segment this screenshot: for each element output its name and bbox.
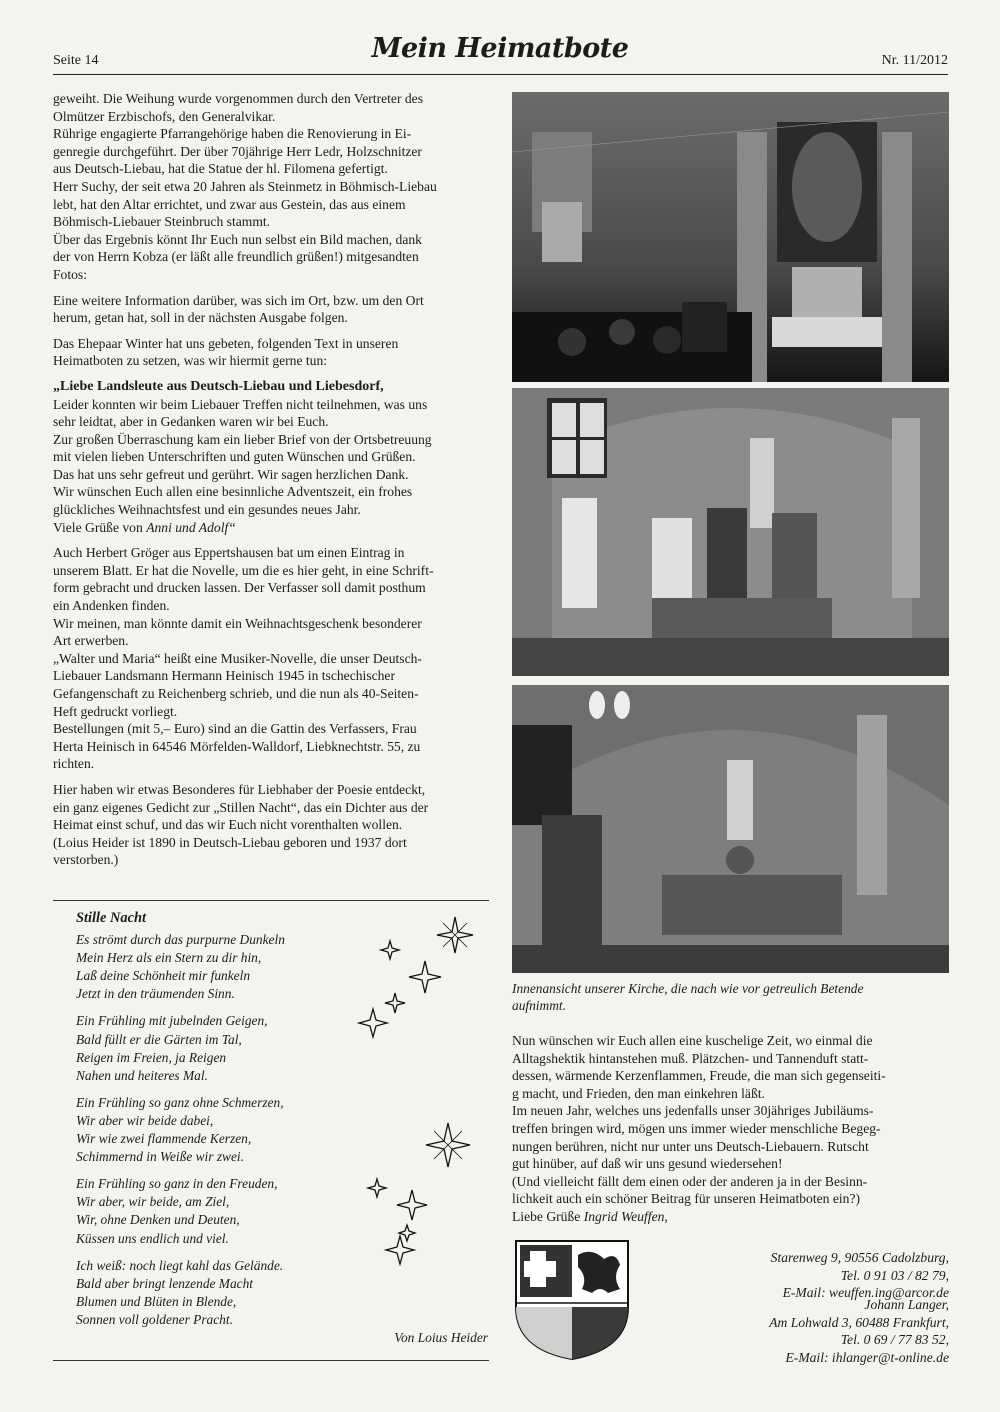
- poem-line: Wir, ohne Denken und Deuten,: [76, 1212, 240, 1228]
- caption-line: aufnimmt.: [512, 998, 566, 1014]
- greeting-row: [512, 1208, 949, 1226]
- church-interior-photo-1: [512, 92, 949, 382]
- poem-line: Es strömt durch das purpurne Dunkeln: [76, 932, 285, 948]
- star-icon: [399, 1225, 415, 1241]
- text-line: Fotos:: [53, 266, 87, 282]
- text-line: Über das Ergebnis könnt Ihr Euch nun selbst ein Bild machen, dank: [53, 231, 422, 247]
- text-line: Auch Herbert Gröger aus Eppertshausen bat um einen Eintrag in: [53, 545, 405, 561]
- text-line: Das Ehepaar Winter hat uns gebeten, folgenden Text in unseren: [53, 335, 399, 351]
- poetry-paragraph: [53, 781, 489, 869]
- poem-block: [76, 909, 376, 1338]
- star-icon: [437, 917, 473, 953]
- poem-line: Blumen und Blüten in Blende,: [76, 1293, 237, 1309]
- photo-caption: [512, 980, 949, 1015]
- text-line: gut hinüber, auf daß wir uns gesund wiedersehen!: [512, 1156, 783, 1172]
- contact2-block: [769, 1296, 949, 1366]
- text-line: Nun wünschen wir Euch allen eine kuschelige Zeit, wo einmal die: [512, 1033, 873, 1048]
- text-line: Herta Heinisch in 64546 Mörfelden-Walldorf, Liebknechtstr. 55, zu: [53, 738, 421, 754]
- text-line: ein Andenken finden.: [53, 598, 170, 614]
- contact2-name: Johann Langer,: [864, 1297, 949, 1312]
- poem-line: Küssen uns endlich und viel.: [76, 1230, 229, 1246]
- text-line: „Walter und Maria“ heißt eine Musiker-Novelle, die unser Deutsch-: [53, 650, 422, 666]
- poem-line: Sonnen voll goldener Pracht.: [76, 1311, 233, 1327]
- poem-line: Wir aber wir beide dabei,: [76, 1112, 214, 1128]
- poem-author: Von Loius Heider: [394, 1330, 488, 1345]
- winter-paragraph: [53, 335, 489, 370]
- text-line: Herr Suchy, der seit etwa 20 Jahren als Steinmetz in Böhmisch-Liebau: [53, 178, 437, 194]
- masthead-logo: Mein Heimatbote: [371, 33, 629, 64]
- text-line: Heft gedruckt vorliegt.: [53, 703, 178, 719]
- letter-paragraph: [53, 378, 489, 536]
- poem-line: Jetzt in den träumenden Sinn.: [76, 986, 235, 1002]
- poem-line: Ein Frühling so ganz in den Freuden,: [76, 1176, 278, 1192]
- contact1-name: Ingrid Weuffen,: [583, 1208, 668, 1224]
- letter-signature-line: [53, 519, 489, 537]
- poem-line: Ein Frühling mit jubelnden Geigen,: [76, 1013, 268, 1029]
- text-line: g macht, und Frieden, den man einkehren läßt.: [512, 1085, 765, 1101]
- poem-stanza: [76, 931, 376, 1003]
- text-line: Böhmisch-Liebauer Steinbruch stammt.: [53, 214, 271, 230]
- poem-line: Mein Herz als ein Stern zu dir hin,: [76, 950, 262, 966]
- stars-illustration: [355, 915, 485, 1275]
- text-line: Heimatboten zu setzen, was wir hiermit gerne tun:: [53, 353, 328, 369]
- text-line: (Und vielleicht fällt dem einen oder der anderen ja in der Besinn-: [512, 1173, 868, 1189]
- info-paragraph: [53, 292, 489, 327]
- contact1-block: [771, 1249, 949, 1302]
- contact1-street: Starenweg 9, 90556 Cadolzburg,: [770, 1250, 949, 1265]
- star-icon: [385, 993, 405, 1013]
- contact1-email[interactable]: E-Mail: weuffen.ing@arcor.de: [782, 1285, 949, 1301]
- star-icon: [381, 941, 399, 959]
- text-line: mit vielen lieben Unterschriften und guten Wünschen und Grüßen.: [53, 449, 416, 465]
- text-line: Wir wünschen Euch allen eine besinnliche Adventszeit, ein frohes: [53, 484, 413, 500]
- header-rule: [53, 74, 948, 75]
- poem-line: Wir wie zwei flammende Kerzen,: [76, 1131, 252, 1147]
- contact2-phone: Tel. 0 69 / 77 83 52,: [840, 1332, 949, 1348]
- letter-heading: „Liebe Landsleute aus Deutsch-Liebau und Liebesdorf,: [53, 378, 384, 394]
- text-line: Gefangenschaft zu Reichenberg schrieb, und die nun als 40-Seiten-: [53, 686, 419, 701]
- star-icon: [409, 961, 441, 993]
- text-line: Wir meinen, man könnte damit ein Weihnachtsgeschenk besonderer: [53, 615, 422, 631]
- text-line: form gebracht und drucken lassen. Der Verfasser soll damit posthum: [53, 580, 426, 596]
- text-line: richten.: [53, 756, 95, 772]
- text-line: dessen, wärmende Kerzenflammen, Freude, die man sich gegenseiti-: [512, 1068, 886, 1084]
- groeger-paragraph: [53, 544, 489, 773]
- poem-title: Stille Nacht: [76, 910, 146, 926]
- text-line: Zur großen Überraschung kam ein lieber Brief von der Ortsbetreuung: [53, 431, 432, 447]
- poem-line: Bald füllt er die Gärten im Tal,: [76, 1031, 242, 1047]
- poem-stanza: [76, 1094, 376, 1166]
- text-line: verstorben.): [53, 852, 119, 868]
- issue-number: Nr. 11/2012: [881, 53, 948, 68]
- contact2-email[interactable]: E-Mail: ihlanger@t-online.de: [785, 1349, 949, 1365]
- contact1-phone: Tel. 0 91 03 / 82 79,: [840, 1267, 949, 1283]
- text-line: Im neuen Jahr, welches uns jedenfalls unser 30jähriges Jubiläums-: [512, 1103, 874, 1119]
- poem-line: Reigen im Freien, ja Reigen: [76, 1049, 227, 1065]
- letter-closing: Viele Grüße von: [53, 519, 143, 535]
- poem-stanza: [76, 1175, 376, 1247]
- text-line: Heimat einst schuf, und das wir Euch nicht vorenthalten wollen.: [53, 817, 403, 833]
- poem-line: Laß deine Schönheit mir funkeln: [76, 968, 251, 984]
- text-line: Bestellungen (mit 5,– Euro) sind an die Gattin des Verfassers, Frau: [53, 721, 417, 737]
- church-interior-photo-3: [512, 685, 949, 973]
- star-icon: [368, 1179, 386, 1197]
- coat-of-arms-icon: [512, 1237, 632, 1362]
- text-line: Eine weitere Information darüber, was sich im Ort, bzw. um den Ort: [53, 292, 424, 308]
- intro-paragraph: [53, 90, 489, 284]
- text-line: Leider konnten wir beim Liebauer Treffen nicht teilnehmen, was uns: [53, 396, 428, 412]
- poem-bottom-rule: [53, 1360, 489, 1361]
- poem-line: Bald aber bringt lenzende Macht: [76, 1275, 254, 1291]
- greeting: Liebe Grüße: [512, 1208, 581, 1224]
- caption-line: Innenansicht unserer Kirche, die nach wie vor getreulich Betende: [512, 981, 864, 996]
- church-interior-photo-2: [512, 388, 949, 676]
- text-line: lebt, hat den Altar errichtet, und zwar aus Gestein, das aus einem: [53, 196, 406, 212]
- poem-line: Ich weiß: noch liegt kahl das Gelände.: [76, 1257, 284, 1273]
- left-column: [53, 90, 489, 877]
- star-icon: [426, 1123, 470, 1167]
- poem-line: Nahen und heiteres Mal.: [76, 1067, 208, 1083]
- text-line: treffen bringen wird, mögen uns immer wieder menschliche Begeg-: [512, 1120, 881, 1136]
- text-line: aus Deutsch-Liebau, hat die Statue der hl. Filomena gefertigt.: [53, 161, 388, 177]
- letter-signature: Anni und Adolf“: [146, 519, 236, 535]
- contact2-street: Am Lohwald 3, 60488 Frankfurt,: [769, 1314, 949, 1330]
- text-line: geweiht. Die Weihung wurde vorgenommen durch den Vertreter des: [53, 91, 423, 106]
- page-number: Seite 14: [53, 53, 99, 68]
- text-line: Olmützer Erzbischofs, den Generalvikar.: [53, 108, 276, 124]
- poem-stanza: [76, 1012, 376, 1084]
- text-line: (Loius Heider ist 1890 in Deutsch-Liebau geboren und 1937 dort: [53, 834, 407, 850]
- poem-top-rule: [53, 900, 489, 901]
- text-line: Art erwerben.: [53, 633, 129, 649]
- text-line: der von Herrn Kobza (er läßt alle freundlich grüßen!) mitgesandten: [53, 249, 419, 265]
- text-line: nungen berühren, nicht nur unter uns Deutsch-Liebauern. Rutscht: [512, 1138, 869, 1154]
- text-line: genregie durchgeführt. Der über 70jährige Herr Ledr, Holzschnitzer: [53, 143, 422, 159]
- star-icon: [397, 1190, 427, 1220]
- text-line: lichkeit auch ein schöner Beitrag für unseren Heimatboten ein?): [512, 1191, 861, 1207]
- text-line: Hier haben wir etwas Besonderes für Liebhaber der Poesie entdeckt,: [53, 781, 426, 797]
- text-line: glückliches Weihnachtsfest und ein gesundes neues Jahr.: [53, 502, 361, 518]
- text-line: Liebauer Landsmann Hermann Heinisch 1945 in tschechischer: [53, 668, 395, 684]
- text-line: sehr leidtat, aber in Gedanken waren wir bei Euch.: [53, 414, 329, 430]
- text-line: Das hat uns sehr gefreut und gerührt. Wir sagen herzlichen Dank.: [53, 466, 409, 482]
- star-icon: [386, 1236, 414, 1264]
- poem-line: Wir aber, wir beide, am Ziel,: [76, 1194, 230, 1210]
- text-line: unserem Blatt. Er hat die Novelle, um die es hier geht, in eine Schrift-: [53, 562, 434, 578]
- text-line: Rührige engagierte Pfarrangehörige haben die Renovierung in Ei-: [53, 126, 412, 142]
- closing-paragraph: [512, 1032, 949, 1226]
- poem-line: Schimmernd in Weiße wir zwei.: [76, 1149, 244, 1165]
- star-icon: [359, 1009, 387, 1037]
- text-line: ein ganz eigenes Gedicht zur „Stillen Nacht“, das ein Dichter aus der: [53, 799, 429, 815]
- poem-stanza: [76, 1257, 376, 1329]
- text-line: Alltagshektik hintanstehen muß. Plätzchen- und Tannenduft statt-: [512, 1050, 869, 1066]
- poem-line: Ein Frühling so ganz ohne Schmerzen,: [76, 1094, 284, 1110]
- text-line: herum, getan hat, soll in der nächsten Ausgabe folgen.: [53, 310, 348, 326]
